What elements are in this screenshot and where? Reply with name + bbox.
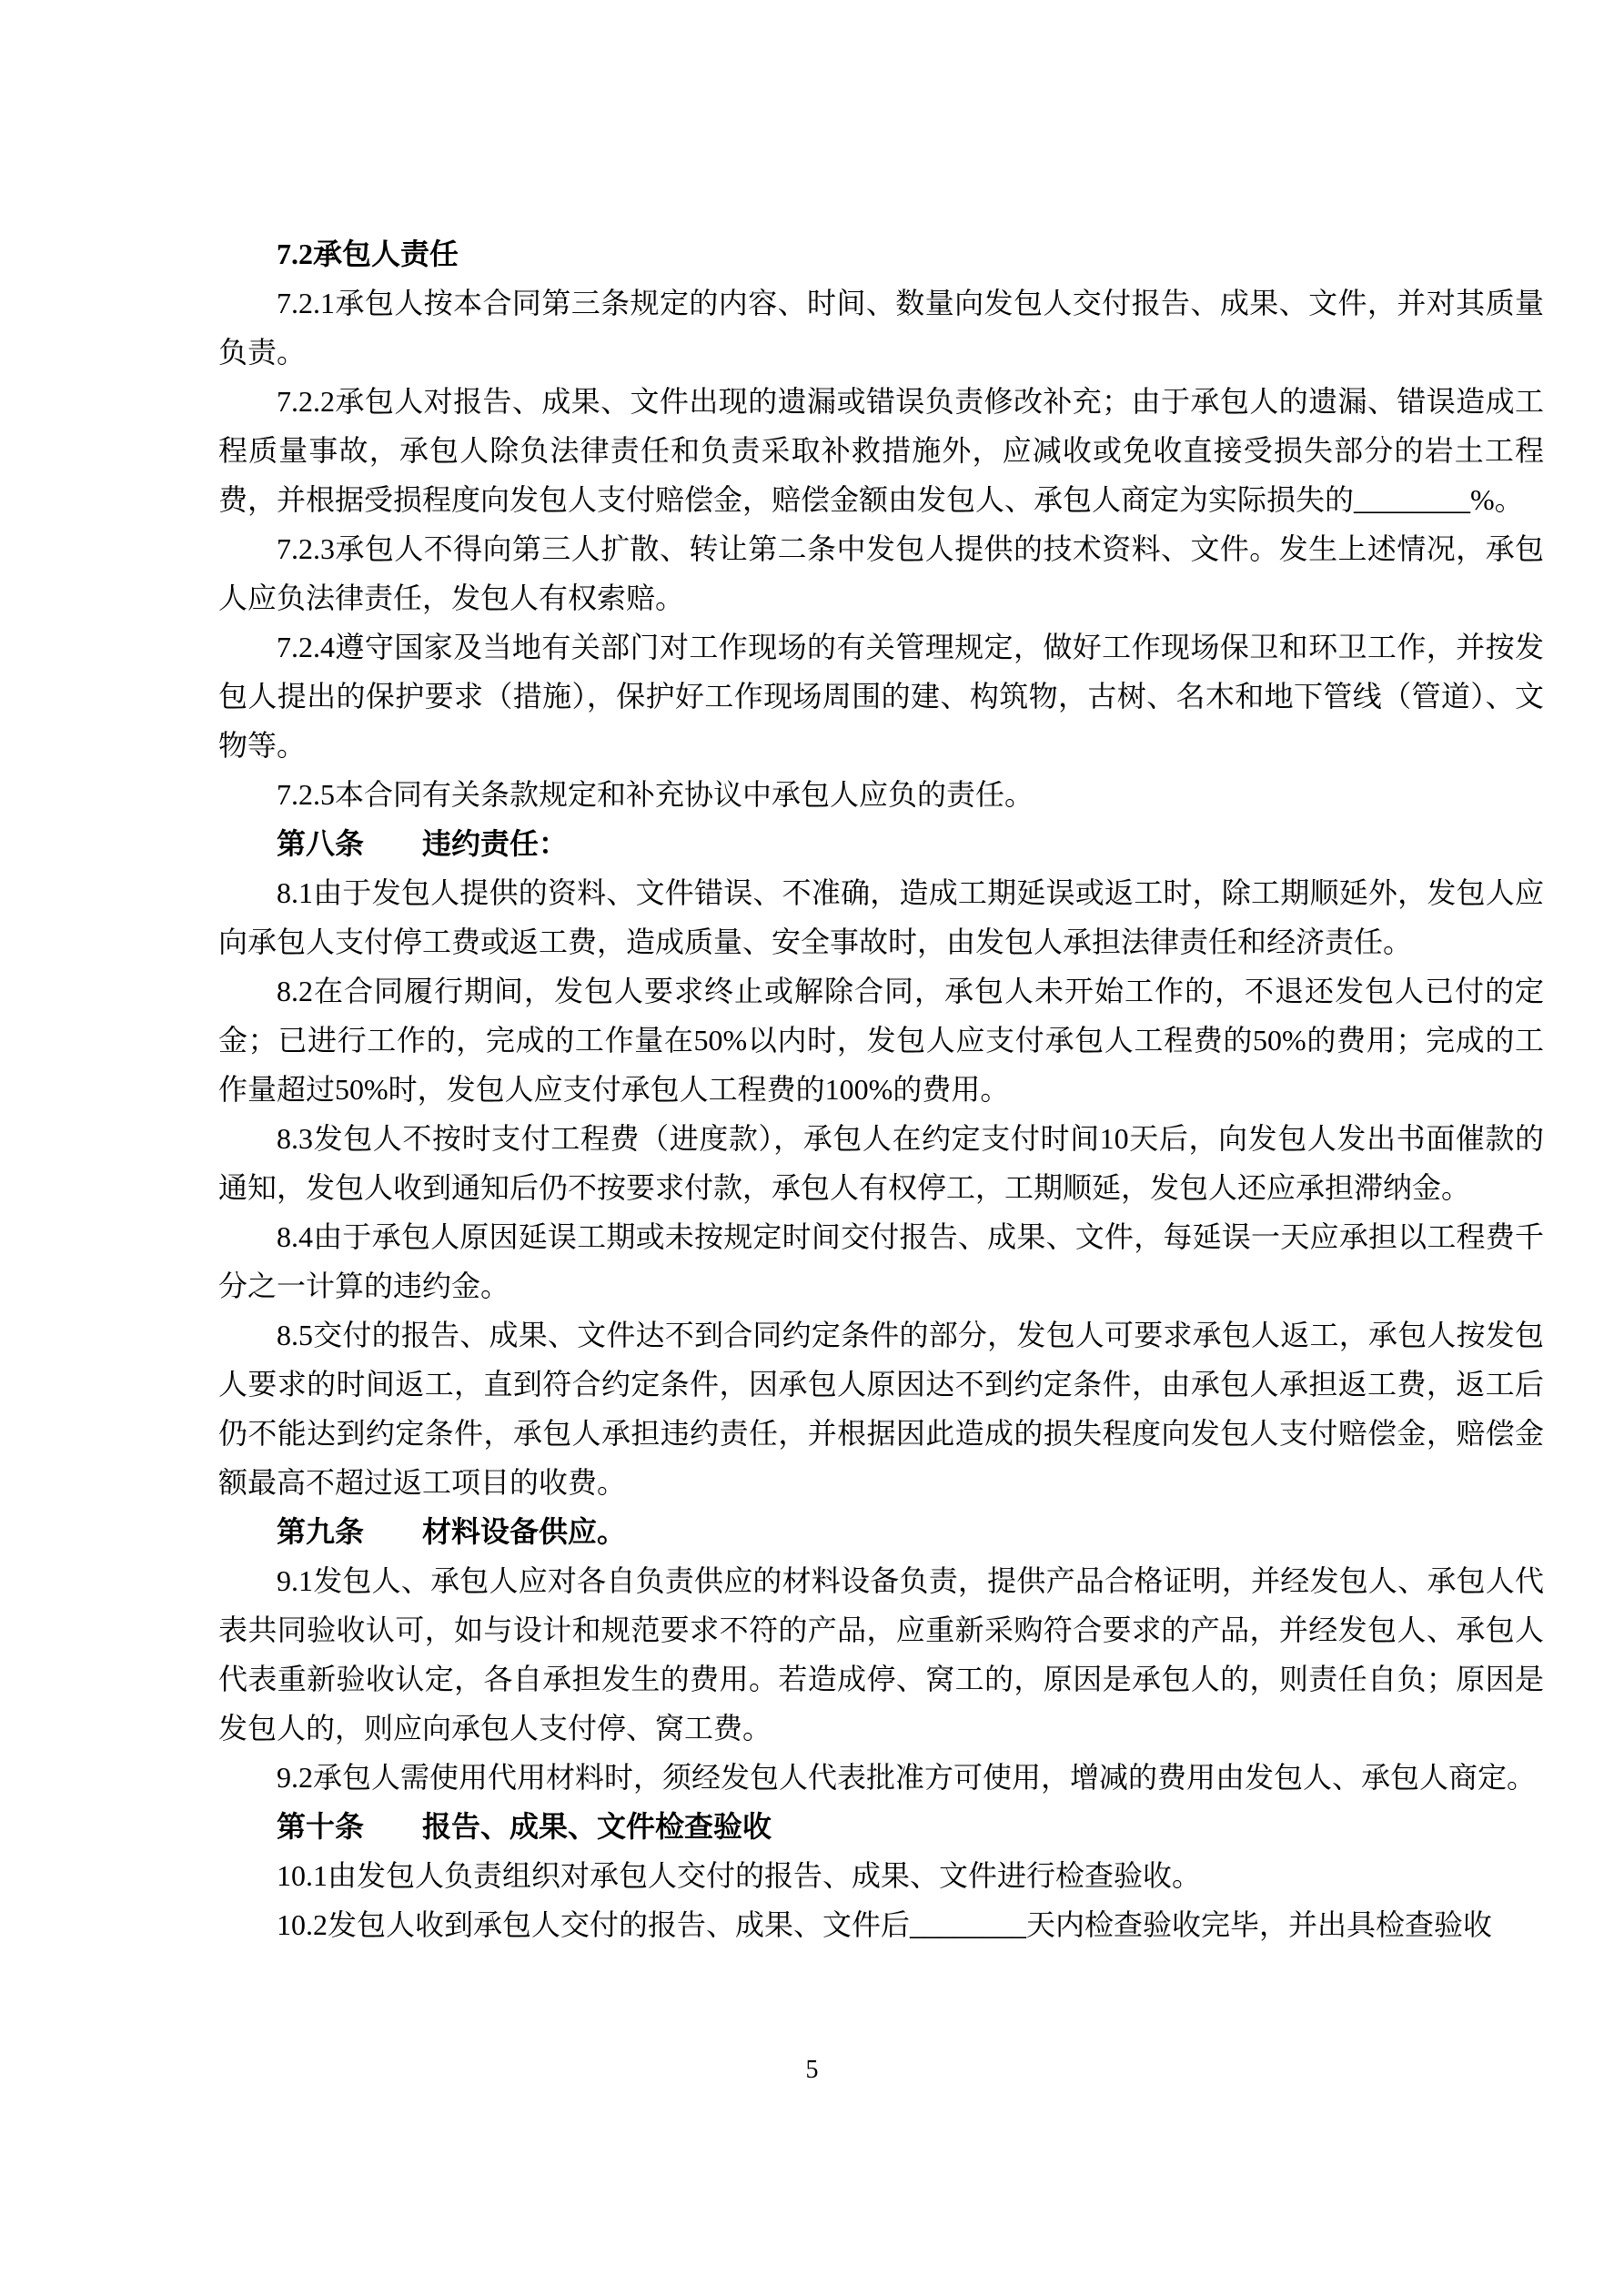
paragraph: 10.2发包人收到承包人交付的报告、成果、文件后________天内检查验收完毕，并出具检查验收: [277, 1908, 1493, 1941]
paragraph: 7.2.2承包人对报告、成果、文件出现的遗漏或错误负责修改补充；由于承包人的遗漏、错误造成工程质量事故，承包人除负法律责任和负责采取补救措施外，应减收或免收直接受损失部分的岩土工程费，并根据受损程度向发包人支付赔偿金，赔偿金额由发包人、承包人商定为实际损失的________%。: [218, 385, 1544, 516]
paragraph: 7.2.4遵守国家及当地有关部门对工作现场的有关管理规定，做好工作现场保卫和环卫工作，并按发包人提出的保护要求（措施），保护好工作现场周围的建、构筑物，古树、名木和地下管线（管道）、文物等。: [218, 631, 1544, 762]
paragraph: 9.1发包人、承包人应对各自负责供应的材料设备负责，提供产品合格证明，并经发包人、承包人代表共同验收认可，如与设计和规范要求不符的产品，应重新采购符合要求的产品，并经发包人、承包人代表重新验收认定，各自承担发生的费用。若造成停、窝工的，原因是承包人的，则责任自负；原因是发包人的，则应向承包人支付停、窝工费。: [218, 1564, 1544, 1745]
paragraph: 8.5交付的报告、成果、文件达不到合同约定条件的部分，发包人可要求承包人返工，承包人按发包人要求的时间返工，直到符合约定条件，因承包人原因达不到约定条件，由承包人承担返工费，返工后仍不能达到约定条件，承包人承担违约责任，并根据因此造成的损失程度向发包人支付赔偿金，赔偿金额最高不超过返工项目的收费。: [218, 1319, 1544, 1499]
paragraph: 9.2承包人需使用代用材料时，须经发包人代表批准方可使用，增减的费用由发包人、承包人商定。: [277, 1761, 1537, 1794]
section-heading: 第十条 报告、成果、文件检查验收: [277, 1810, 772, 1843]
paragraph: 7.2.3承包人不得向第三人扩散、转让第二条中发包人提供的技术资料、文件。发生上述情况，承包人应负法律责任，发包人有权索赔。: [218, 532, 1544, 614]
paragraph: 8.2在合同履行期间，发包人要求终止或解除合同，承包人未开始工作的，不退还发包人已付的定金；已进行工作的，完成的工作量在50%以内时，发包人应支付承包人工程费的50%的费用；完成的工作量超过50%时，发包人应支付承包人工程费的100%的费用。: [218, 975, 1544, 1106]
section-heading: 第九条 材料设备供应。: [277, 1515, 627, 1548]
paragraph: 8.4由于承包人原因延误工期或未按规定时间交付报告、成果、文件，每延误一天应承担以工程费千分之一计算的违约金。: [218, 1220, 1544, 1302]
paragraph: 7.2.1承包人按本合同第三条规定的内容、时间、数量向发包人交付报告、成果、文件，并对其质量负责。: [218, 287, 1544, 369]
paragraph: 7.2.5本合同有关条款规定和补充协议中承包人应负的责任。: [277, 778, 1034, 811]
paragraph: 8.3发包人不按时支付工程费（进度款），承包人在约定支付时间10天后，向发包人发出书面催款的通知，发包人收到通知后仍不按要求付款，承包人有权停工，工期顺延，发包人还应承担滞纳金。: [218, 1122, 1544, 1204]
paragraph: 8.1由于发包人提供的资料、文件错误、不准确，造成工期延误或返工时，除工期顺延外，发包人应向承包人支付停工费或返工费，造成质量、安全事故时，由发包人承担法律责任和经济责任。: [218, 876, 1544, 958]
section-heading: 第八条 违约责任：: [277, 827, 569, 860]
page-number: 5: [805, 2056, 819, 2084]
document-content: [218, 229, 1544, 1949]
paragraph: 10.1由发包人负责组织对承包人交付的报告、成果、文件进行检查验收。: [277, 1859, 1202, 1892]
section-heading: 7.2承包人责任: [277, 238, 459, 270]
